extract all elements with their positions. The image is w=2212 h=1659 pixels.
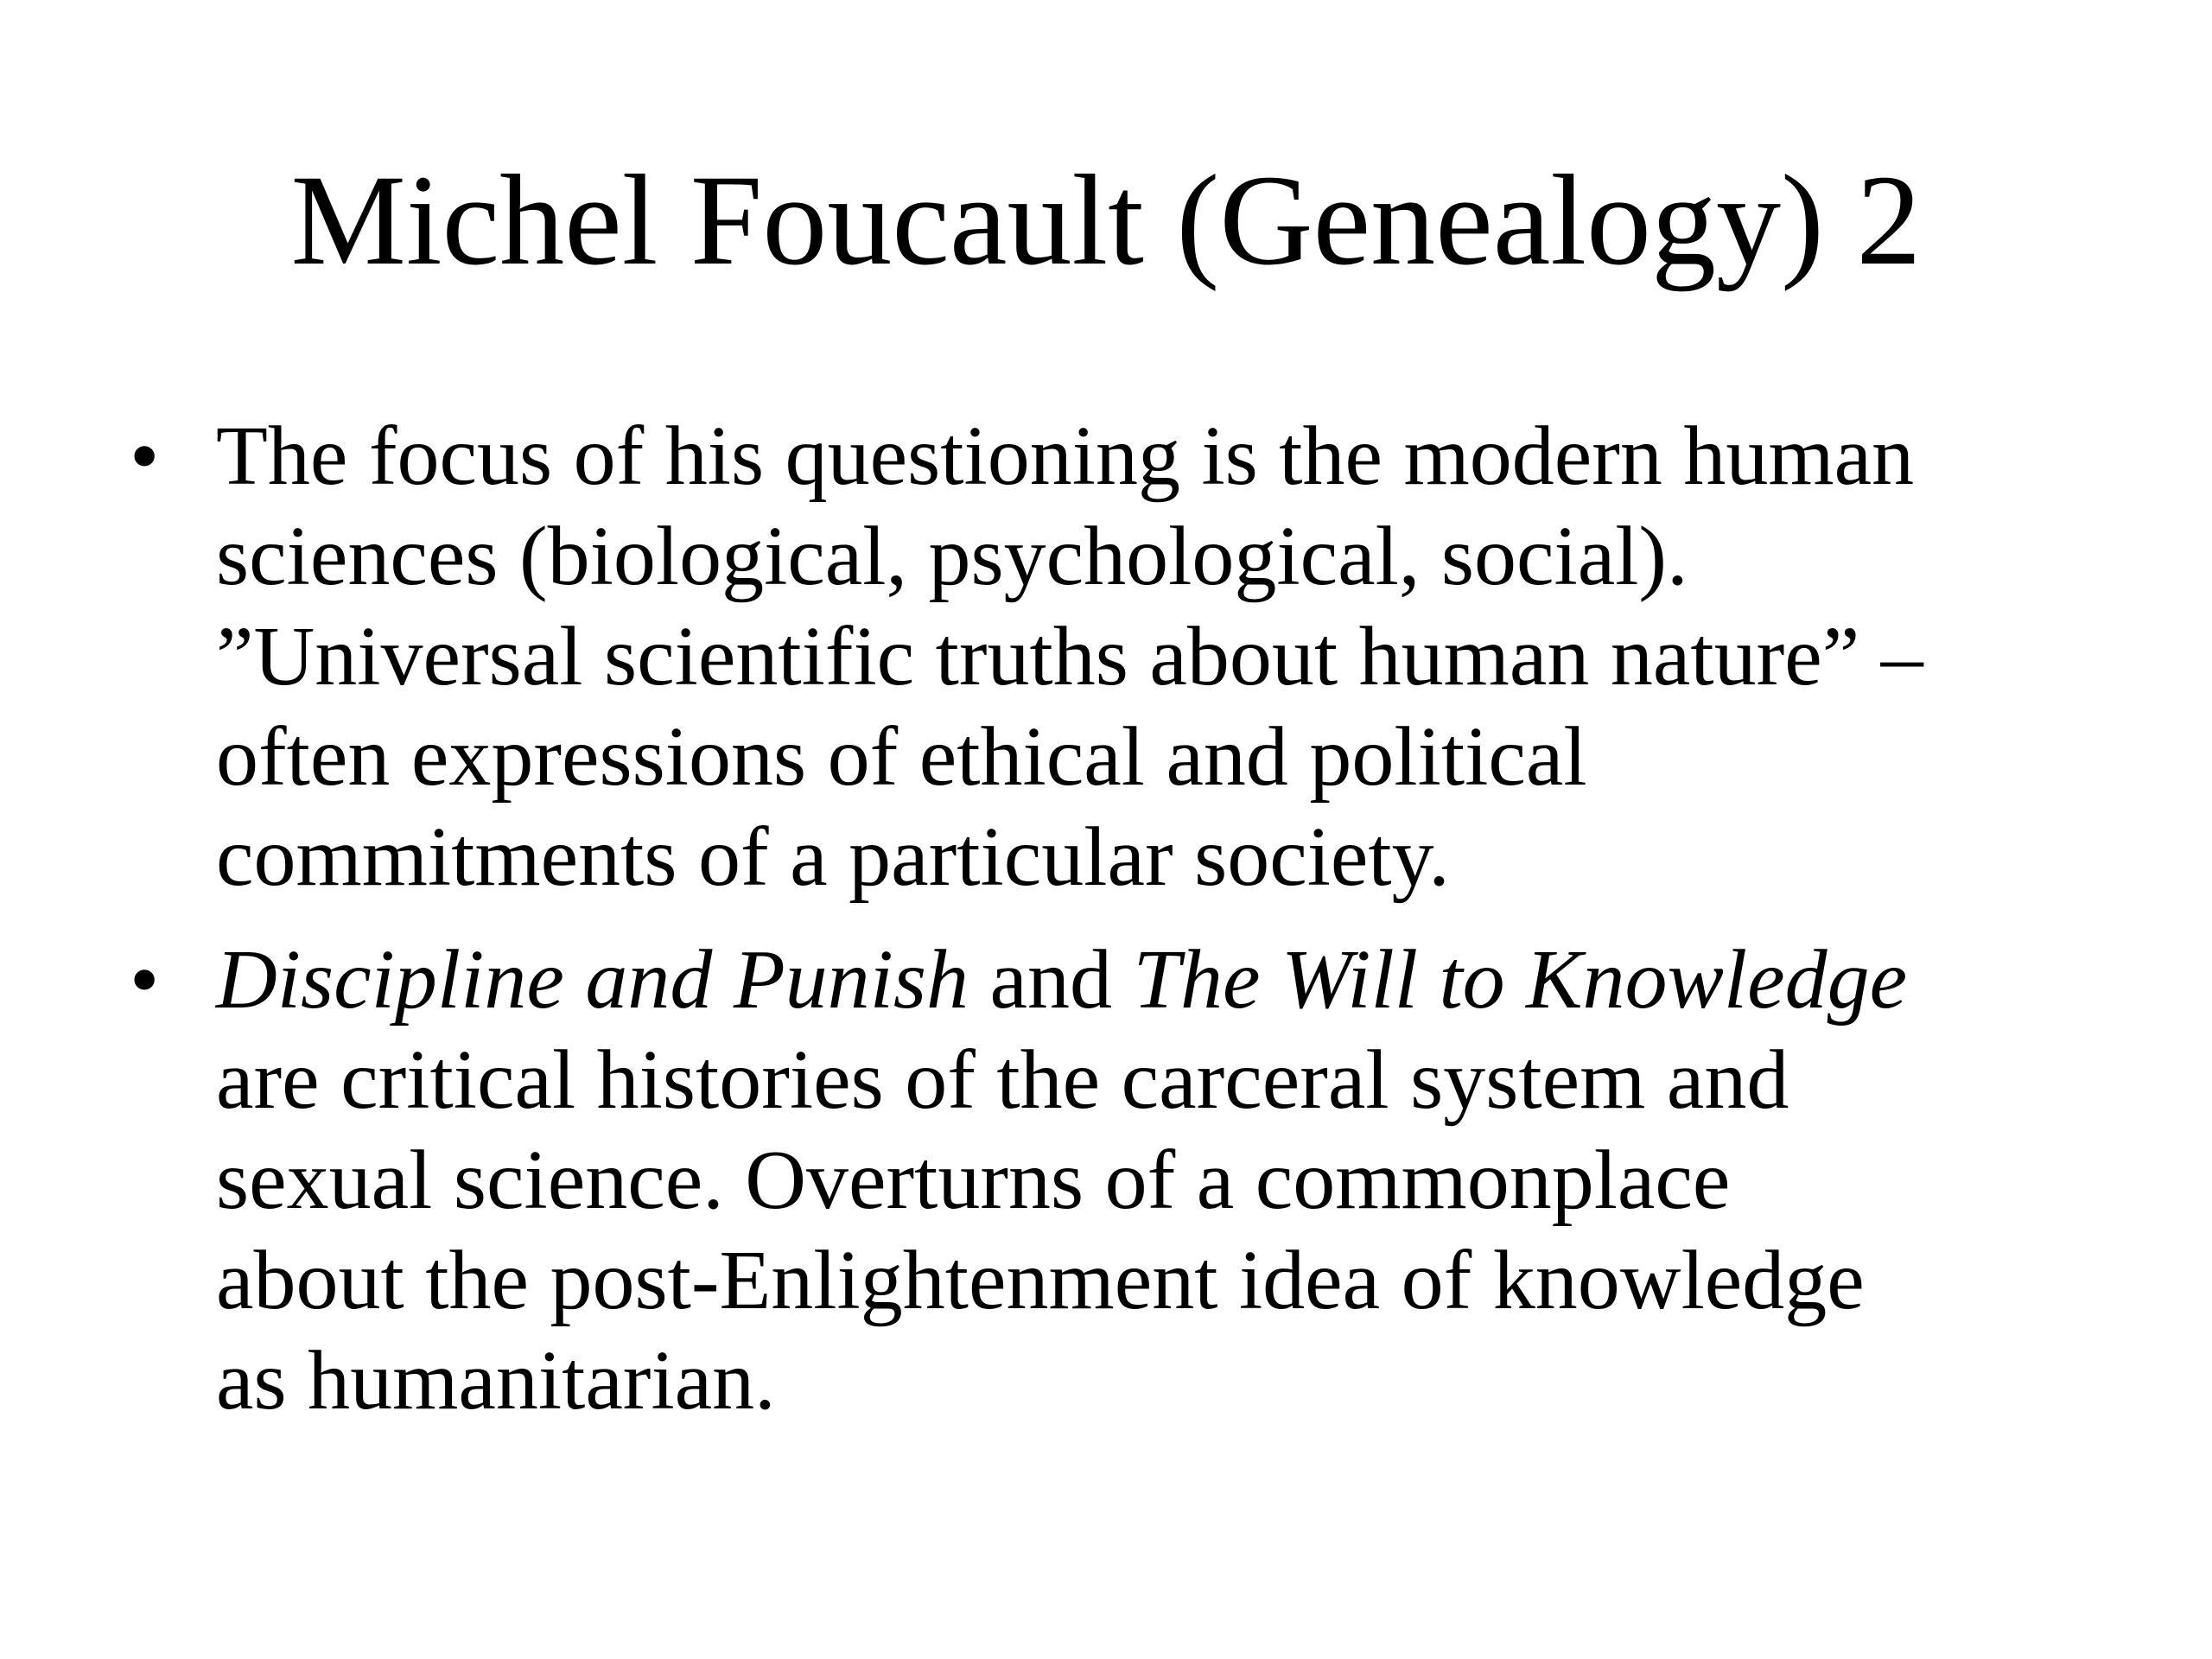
bullet-marker: •	[130, 410, 160, 503]
bullet-text-line: commitments of a particular society.	[216, 810, 1450, 904]
bullet-text-line: as humanitarian.	[216, 1334, 776, 1427]
bullet-text-line: ”Universal scientific truths about human nature” –	[216, 610, 1923, 703]
bullet-marker: •	[130, 933, 160, 1027]
bullet-text-line: often expressions of ethical and political	[216, 710, 1587, 804]
work-title-will-to-knowledge: The Will to Knowledge	[1133, 933, 1908, 1027]
bullet-text-line: sexual science. Overturns of a commonplace	[216, 1134, 1731, 1227]
bullet-item-human-sciences	[130, 406, 2117, 907]
bullet-text-line: sciences (biological, psychological, social).	[216, 510, 1688, 603]
bullet-text-line: The focus of his questioning is the modern human	[216, 410, 1915, 503]
bullet-text-line: are critical histories of the carceral system and	[216, 1033, 1789, 1127]
bullet-item-critical-histories	[130, 930, 2117, 1431]
slide-title: Michel Foucault (Genealogy) 2	[290, 149, 1922, 292]
work-title-joiner: and	[969, 933, 1134, 1027]
bullet-text-line: about the post-Enlightenment idea of knowledge	[216, 1234, 1865, 1327]
work-title-discipline-and-punish: Discipline and Punish	[216, 933, 969, 1027]
bullet-list	[130, 406, 2117, 1453]
bullet-text-line	[216, 930, 2117, 1030]
